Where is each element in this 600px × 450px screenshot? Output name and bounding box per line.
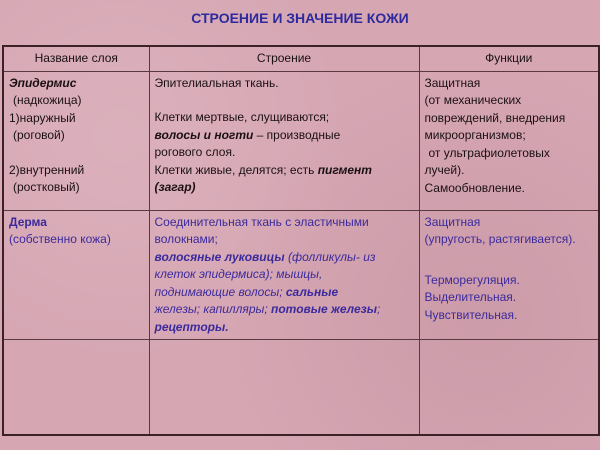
layer-name: Дерма <box>9 214 47 229</box>
function-line: Защитная <box>424 214 481 229</box>
structure-line: Соединительная ткань с эластичными <box>154 214 369 229</box>
structure-line: Эпителиальная ткань. <box>154 75 279 90</box>
function-line: повреждений, внедрения <box>424 110 566 125</box>
empty-cell <box>3 340 149 436</box>
function-line: (от механических <box>424 93 522 107</box>
structure-line: рогового слоя. <box>154 145 236 159</box>
sublayer-outer-name: (роговой) <box>13 128 65 142</box>
sublayer-outer: 1)наружный <box>9 110 76 125</box>
table-row-empty <box>3 340 599 436</box>
header-row <box>3 46 599 71</box>
epidermis-functions-cell <box>419 71 599 210</box>
dermis-functions-cell <box>419 210 599 340</box>
structure-emphasis: потовые железы <box>271 302 378 316</box>
header-functions: Функции <box>419 46 599 71</box>
dermis-structure-cell <box>149 210 419 340</box>
layer-name: Эпидермис <box>9 75 77 90</box>
structure-emphasis: пигмент <box>317 162 372 177</box>
skin-table <box>2 45 600 436</box>
structure-line: поднимающие волосы; <box>154 284 286 299</box>
function-line: Выделительная. <box>424 290 517 304</box>
epidermis-structure-cell <box>149 71 419 210</box>
empty-cell <box>419 340 599 436</box>
epidermis-name-cell <box>3 71 149 210</box>
function-line: Самообновление. <box>424 180 525 195</box>
structure-line: клеток эпидермиса); мышцы, <box>154 267 323 281</box>
table-row-epidermis <box>3 71 599 210</box>
function-line: микроорганизмов; <box>424 128 526 142</box>
slide-title: СТРОЕНИЕ И ЗНАЧЕНИЕ КОЖИ <box>191 10 409 26</box>
function-line: Защитная <box>424 75 481 90</box>
function-line: Чувствительная. <box>424 307 518 322</box>
structure-line: Клетки мертвые, слущиваются; <box>154 110 330 124</box>
sublayer-inner: 2)внутренний <box>9 162 85 177</box>
structure-line: железы; капилляры; <box>154 302 272 316</box>
function-line: (упругость, растягивается). <box>424 232 576 246</box>
empty-cell <box>149 340 419 436</box>
table-row-dermis <box>3 210 599 340</box>
dermis-name-cell <box>3 210 149 340</box>
layer-alt-name: (собственно кожа) <box>9 232 111 246</box>
function-line: Терморегуляция. <box>424 272 520 287</box>
structure-emphasis: волосяные луковицы <box>154 249 285 264</box>
structure-emphasis: волосы и ногти <box>154 127 254 142</box>
structure-emphasis: рецепторы. <box>154 319 229 334</box>
structure-line: – производные <box>253 127 341 142</box>
layer-alt-name: (надкожица) <box>13 93 82 107</box>
header-layer-name: Название слоя <box>3 46 149 71</box>
function-line: лучей). <box>424 163 465 177</box>
function-line: от ультрафиолетовых <box>428 145 550 160</box>
structure-line: волокнами; <box>154 232 218 246</box>
structure-line: Клетки живые, делятся; есть <box>154 162 318 177</box>
punctuation: ; <box>377 302 381 316</box>
sublayer-inner-name: (ростковый) <box>13 180 80 194</box>
header-structure: Строение <box>149 46 419 71</box>
structure-line: (фолликулы- из <box>284 249 376 264</box>
structure-emphasis: (загар) <box>154 180 196 194</box>
structure-emphasis: сальные <box>285 284 339 299</box>
